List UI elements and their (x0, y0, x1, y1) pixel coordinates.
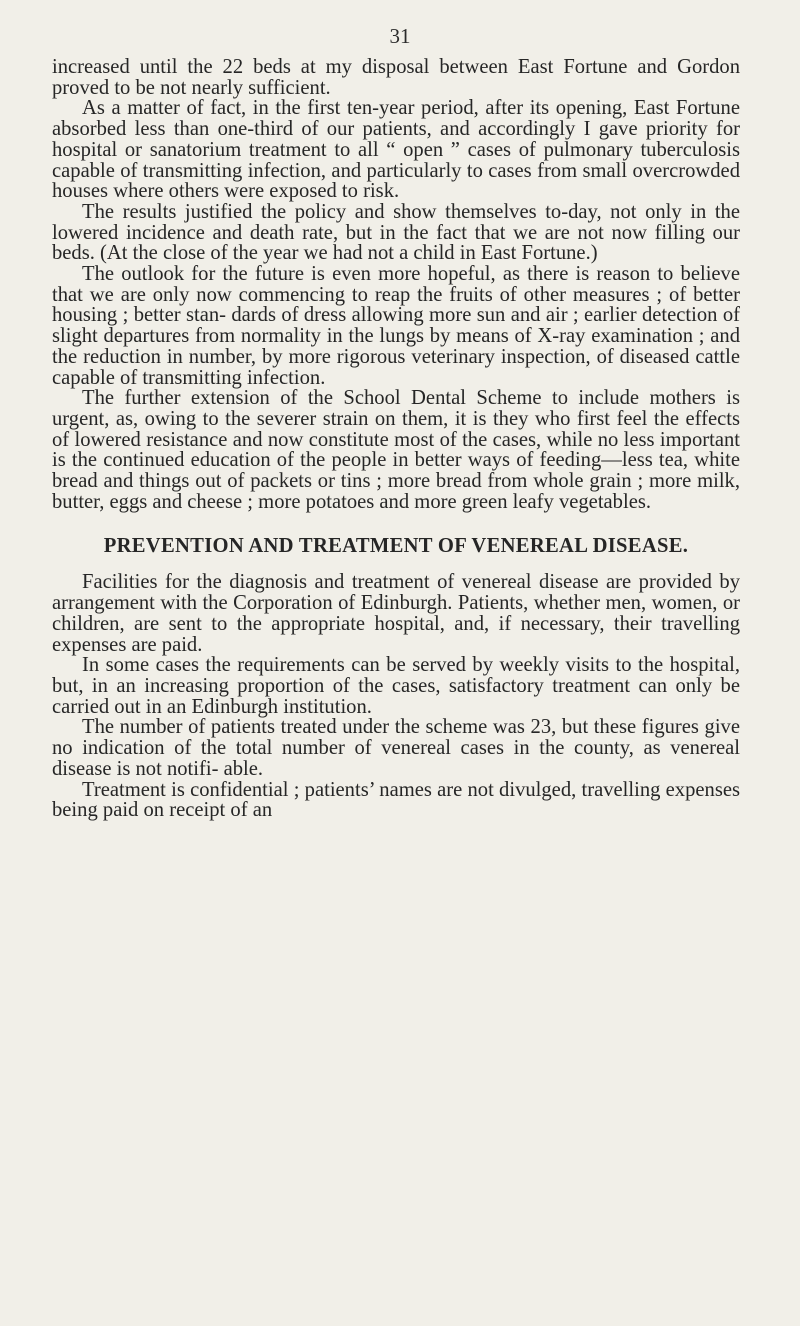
paragraph-truncated: Treatment is confidential ; patients’ names are not divulged, travelling expenses being paid on receipt of an (52, 778, 740, 822)
paragraph: The number of patients treated under the scheme was 23, but these figures give no indication of the total number of venereal cases in the county, as venereal disease is not notifi- able. (52, 716, 740, 780)
paragraph: The outlook for the future is even more hopeful, as there is reason to believe that we are only now commencing to reap the fruits of other measures ; of better housing ; better stan- dards of dress allowing more sun and air ; earlier detection of slight departures from normality in the lungs by means of X-ray examination ; and the reduction in number, by more rigorous veterinary inspection, of diseased cattle capable of transmitting infection. (52, 263, 740, 389)
paragraph: The further extension of the School Dental Scheme to include mothers is urgent, as, owing to the severer strain on them, it is they who first feel the effects of lowered resistance and now constitute most of the cases, while no less important is the continued education of the people in better ways of feeding—less tea, white bread and things out of packets or tins ; more bread from whole grain ; more milk, butter, eggs and cheese ; more potatoes and more green leafy vegetables. (52, 387, 740, 513)
paragraph: Facilities for the diagnosis and treatment of venereal disease are provided by arrangement with the Corporation of Edinburgh. Patients, whether men, women, or children, are sent to the appropriate hospital, and, if necessary, their travelling expenses are paid. (52, 571, 740, 656)
paragraph: As a matter of fact, in the first ten-year period, after its opening, East Fortune absorbed less than one-third of our patients, and accordingly I gave priority for hospital or sanatorium treatment to all “ open ” cases of pulmonary tuberculosis capable of transmitting infection, and particularly to cases from small overcrowded houses where others were exposed to risk. (52, 97, 740, 203)
paragraph: The results justified the policy and show themselves to-day, not only in the lowered incidence and death rate, but in the fact that we are not now filling our beds. (At the close of the year we had not a child in East Fortune.) (52, 200, 740, 265)
section-heading: PREVENTION AND TREATMENT OF VENEREAL DISEASE. (103, 535, 689, 558)
page-number: 31 (389, 24, 411, 48)
page-body (52, 57, 740, 821)
paragraph: In some cases the requirements can be served by weekly visits to the hospital, but, in an increasing proportion of the cases, satisfactory treatment can only be carried out in an Edinburgh institution. (52, 654, 740, 718)
paragraph-continuation: increased until the 22 beds at my disposal between East Fortune and Gordon proved to be not nearly sufficient. (52, 56, 740, 99)
